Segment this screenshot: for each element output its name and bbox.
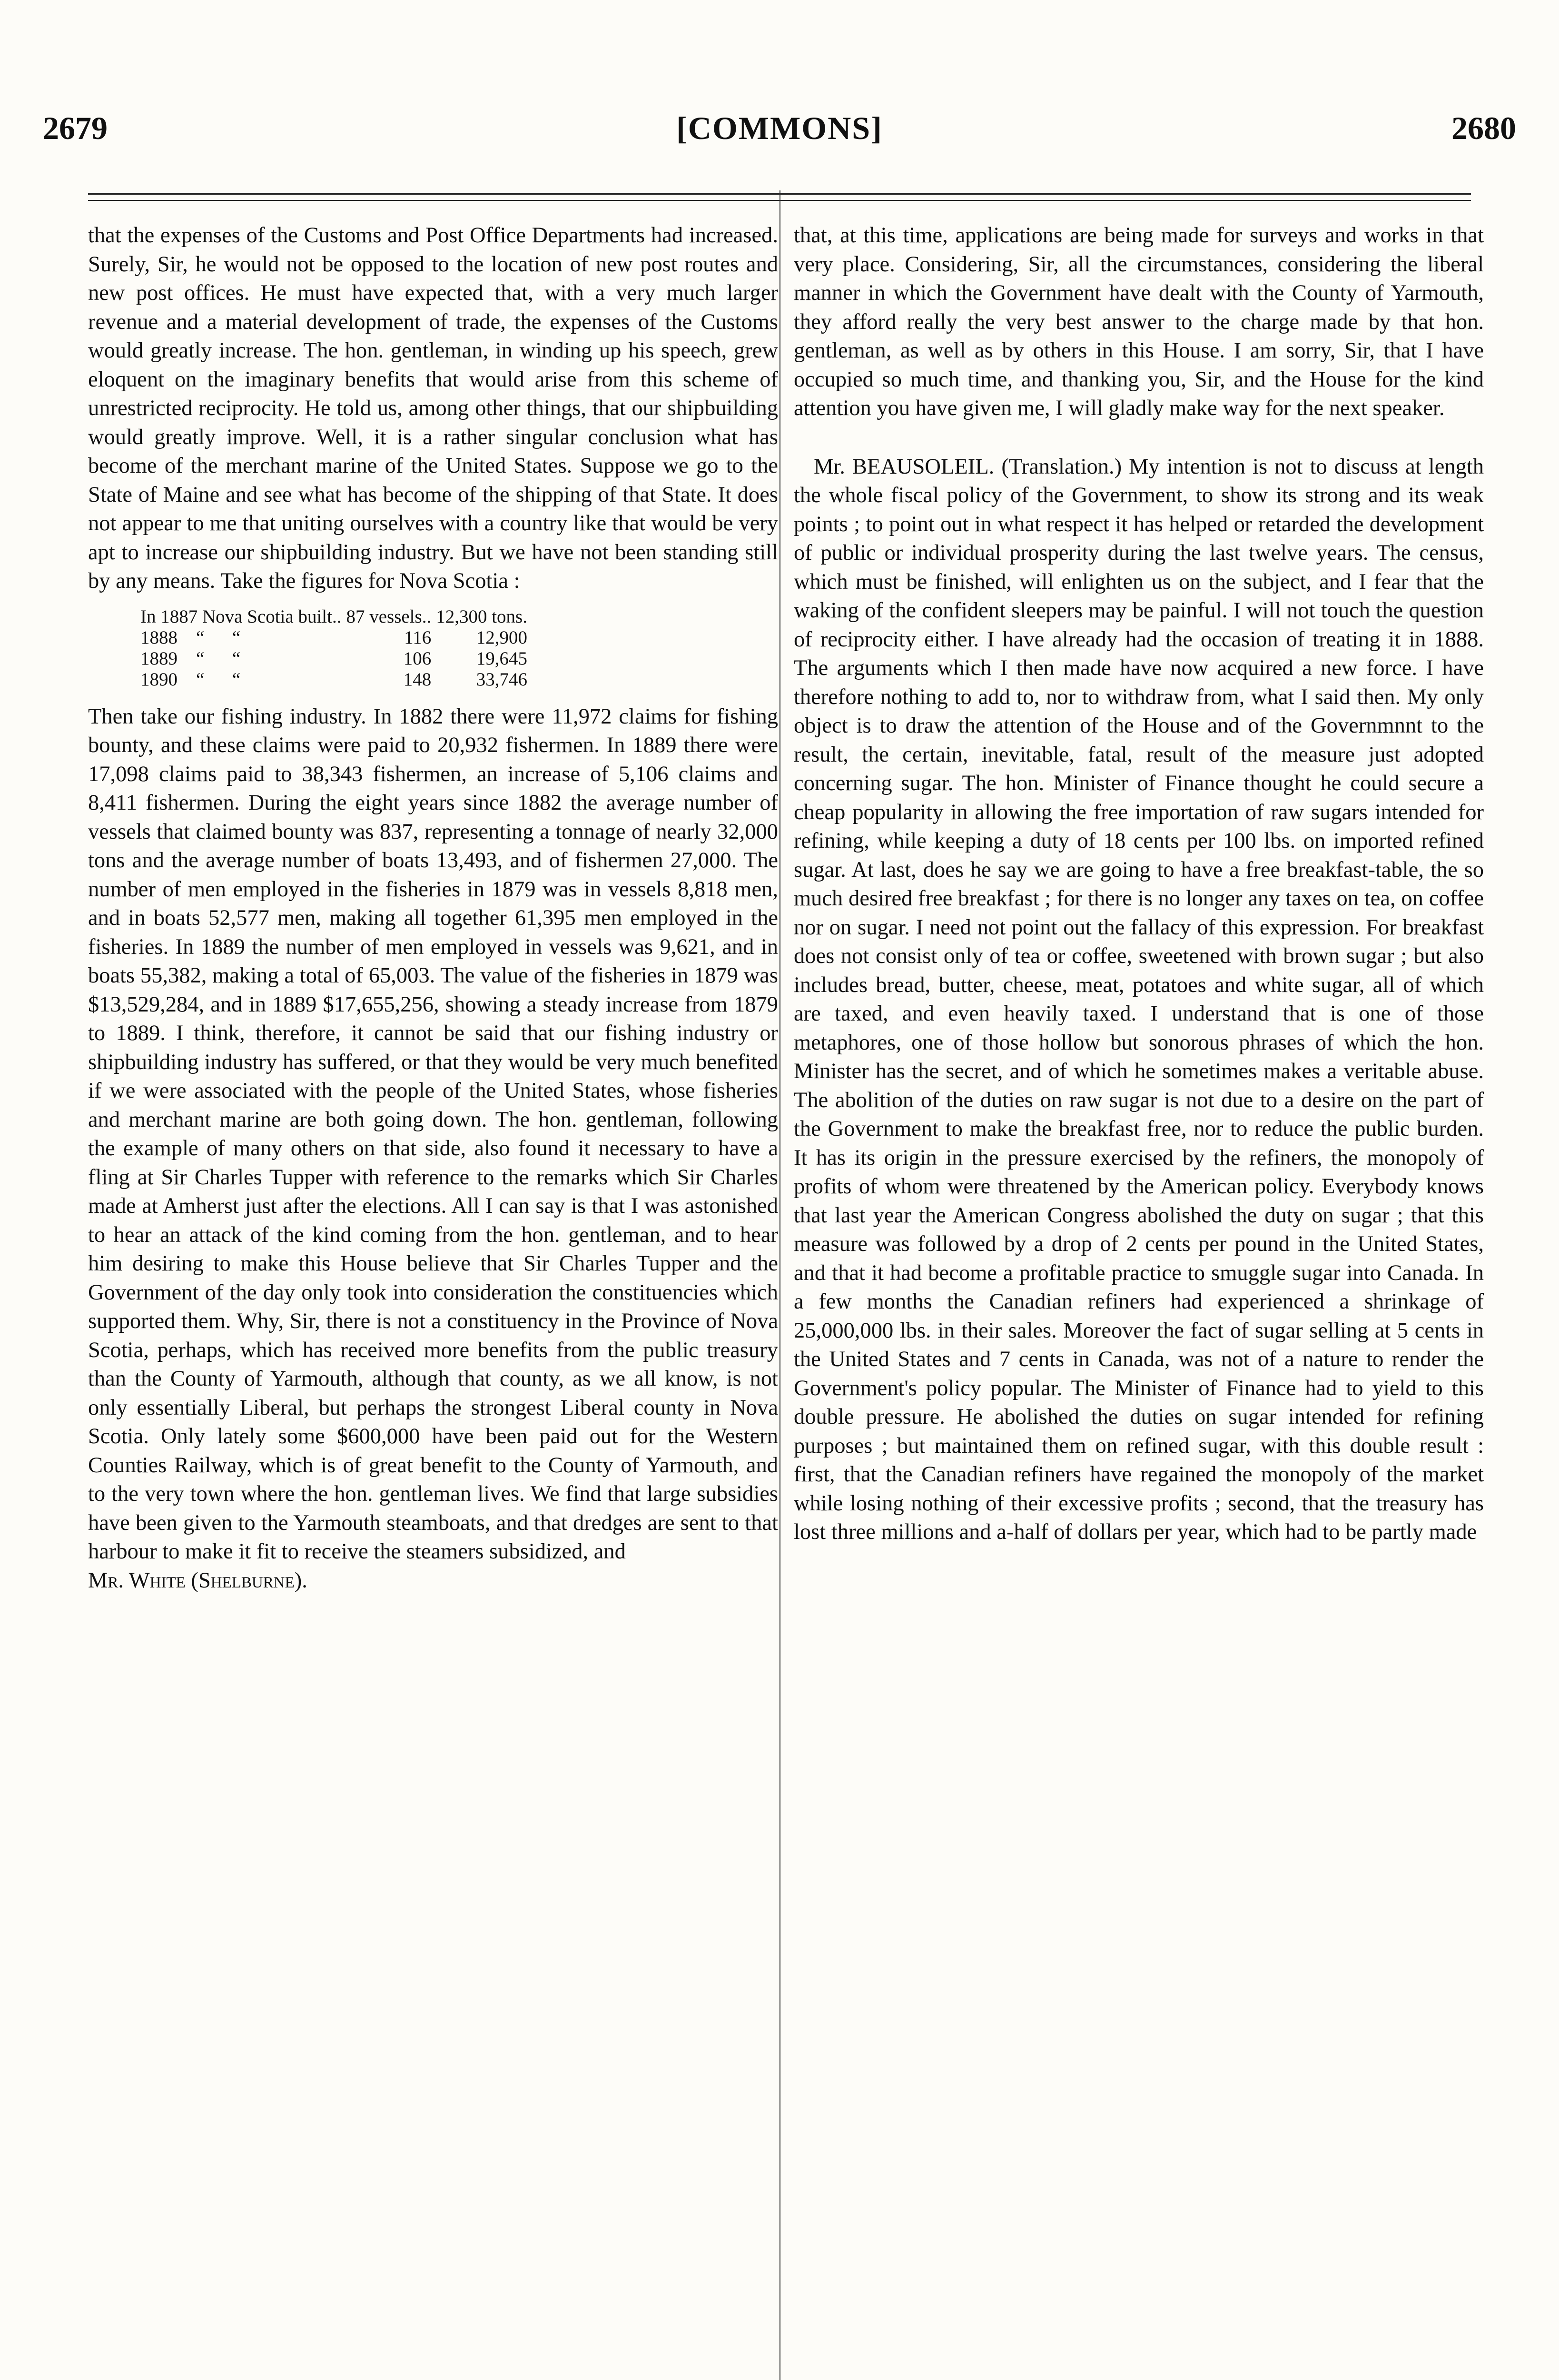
table-cell-year [140, 627, 346, 648]
table-cell-vessels: 87 vessels.. [346, 606, 432, 627]
right-column [794, 221, 1484, 1547]
table-cell-year-value: 1888 [140, 627, 178, 648]
table-cell-year [140, 648, 346, 669]
left-paragraph-2: Then take our fishing industry. In 1882 there were 11,972 claims for fishing bounty, and these claims were paid to 20,932 fishermen. In 1889 there were 17,098 claims paid to 38,343 fishermen, an increase of 5,106 claims and 8,411 fishermen. During the eight years since 1882 the average number of vessels that claimed bounty was 837, representing a tonnage of nearly 32,000 tons and the average number of boats 13,493, and of fishermen 27,000. The number of men employed in the fisheries in 1879 was in vessels 8,818 men, and in boats 52,577 men, making all together 61,395 men employed in the fisheries. In 1889 the number of men employed in vessels was 9,621, and in boats 55,382, making a total of 65,003. The value of the fisheries in 1879 was $13,529,284, and in 1889 $17,655,256, showing a steady increase from 1879 to 1889. I think, therefore, it cannot be said that our fishing industry or shipbuilding industry has suffered, or that they would be very much benefited if we were associated with the people of the United States, whose fisheries and merchant marine are both going down. The hon. gentleman, following the example of many others on that side, also found it necessary to have a fling at Sir Charles Tupper with reference to the remarks which Sir Charles made at Amherst just after the elections. All I can say is that I was astonished to hear an attack of the kind coming from the hon. gentleman, and to hear him desiring to make this House believe that Sir Charles Tupper and the Government of the day only took into consideration the constituencies which supported them. Why, Sir, there is not a constituency in the Province of Nova Scotia, perhaps, which has received more benefits from the public treasury than the County of Yarmouth, although that county, as we all know, is not only essentially Liberal, but perhaps the strongest Liberal county in Nova Scotia. Only lately some $600,000 have been paid out for the Western Counties Railway, which is of great benefit to the County of Yarmouth, and to the very town where the hon. gentleman lives. We find that large subsidies have been given to the Yarmouth steamboats, and that dredges are sent to that harbour to make it fit to receive the steamers subsidized, and [88, 704, 778, 1564]
left-paragraph-1: that the expenses of the Customs and Post Office Departments had increased. Surely, Sir, he would not be opposed to the location of new post routes and new post offices. He must have expected that, with a very much larger revenue and a material development of trade, the expenses of the Customs would greatly increase. The hon. gentleman, in winding up his speech, grew eloquent on the imaginary benefits that would arise from this scheme of unrestricted reciprocity. He told us, among other things, that our shipbuilding would greatly improve. Well, it is a rather singular conclusion what has become of the merchant marine of the United States. Suppose we go to the State of Maine and see what has become of the shipping of that State. It does not appear to me that uniting ourselves with a country like that would be very apt to increase our shipbuilding industry. But we have not been standing still by any means. Take the figures for Nova Scotia : [88, 223, 778, 593]
translation-note: (Translation.) [1001, 454, 1122, 479]
right-page-number: 2680 [1451, 110, 1516, 146]
table-cell-year [140, 669, 346, 690]
speaker-name: Mr. BEAUSOLEIL. [814, 454, 995, 479]
table-cell-tons: 33,746 [476, 669, 527, 690]
table-row [140, 627, 532, 648]
table-cell-tons: 12,900 [476, 627, 527, 648]
table-cell-vessels: 116 [404, 627, 432, 648]
right-paragraph-1: that, at this time, applications are being made for surveys and works in that very place. Considering, Sir, all the circumstances, considering the liberal manner in which the Government have dealt with the County of Yarmouth, they afford really the very best answer to the charge made by that hon. gentleman, as well as by others in this House. I am sorry, Sir, that I have occupied so much time, and thanking you, Sir, and the House for the kind attention you have given me, I will gladly make way for the next speaker. [794, 223, 1484, 420]
table-row [140, 648, 532, 669]
left-page-number: 2679 [43, 110, 108, 146]
table-cell-tons: 19,645 [476, 648, 527, 669]
ditto-mark: “ [196, 648, 205, 669]
table-cell-year-value: 1890 [140, 669, 178, 690]
speaker-signoff: Mr. White (Shelburne). [88, 1568, 307, 1593]
table-cell-vessels: 148 [403, 669, 432, 690]
ditto-mark: “ [232, 669, 241, 690]
table-cell-year-value: 1889 [140, 648, 178, 669]
speech-text: My intention is not to discuss at length the whole fiscal policy of the Government, to show its strong and its weak points ; to point out in what respect it has helped or retarded the development of public or individual prosperity during the last twelve years. The census, which must be finished, will enlighten us on the subject, and I fear that the waking of the confident sleepers may be painful. I will not touch the question of reciprocity either. I have already had the occasion of treating it in 1888. The arguments which I then made have now acquired a new force. I have therefore nothing to add to, nor to withdraw from, what I said then. My only object is to draw the attention of the House and of the Governmnnt to the result, the certain, inevitable, fatal, result of the measure just adopted concerning sugar. The hon. Minister of Finance thought he could secure a cheap popularity in allowing the free importation of raw sugars intended for refining, while keeping a duty of 18 cents per 100 lbs. on imported refined sugar. At last, does he say we are going to have a free breakfast-table, the so much desired free breakfast ; for there is no longer any taxes on tea, on coffee nor on sugar. I need not point out the fallacy of this expression. For breakfast does not consist only of tea or coffee, sweetened with brown sugar ; but also includes bread, butter, cheese, meat, potatoes and white sugar, all of which are taxed, and even heavily taxed. I understand that is one of those metaphores, one of those hollow but sonorous phrases of which the hon. Minister has the secret, and of which he sometimes makes a veritable abuse. The abolition of the duties on raw sugar is not due to a desire on the part of the Government to make the breakfast free, nor to reduce the public burden. It has its origin in the pressure exercised by the refiners, the monopoly of profits of whom were threatened by the American policy. Everybody knows that last year the American Congress abolished the duty on sugar ; that this measure was followed by a drop of 2 cents per pound in the United States, and that it had become a profitable practice to smuggle sugar into Canada. In a few months the Canadian refiners had experienced a shrinkage of 25,000,000 lbs. in their sales. Moreover the fact of sugar selling at 5 cents in the United States and 7 cents in Canada, was not of a nature to render the Government's policy popular. The Minister of Finance had to yield to this double pressure. He abolished the duties on sugar intended for refining purposes ; but maintained them on refined sugar, with this double result : first, that the Canadian refiners have regained the monopoly of the market while losing nothing of their excessive profits ; second, that the treasury has lost three millions and a-half of dollars per year, which had to be partly made [794, 454, 1484, 1544]
right-paragraph-2 [794, 453, 1484, 1547]
page-header [43, 109, 1516, 167]
table-cell-tons: 12,300 tons. [436, 606, 527, 627]
nova-scotia-shipbuilding-table [140, 606, 532, 690]
left-column [88, 221, 778, 1595]
ditto-mark: “ [232, 627, 241, 648]
ditto-mark: “ [196, 627, 205, 648]
running-title: [COMMONS] [676, 110, 883, 146]
table-cell-year: In 1887 Nova Scotia built.. [140, 606, 342, 627]
table-cell-vessels: 106 [403, 648, 432, 669]
ditto-mark: “ [196, 669, 205, 690]
table-row [140, 669, 532, 690]
ditto-mark: “ [232, 648, 241, 669]
table-row [140, 606, 532, 627]
